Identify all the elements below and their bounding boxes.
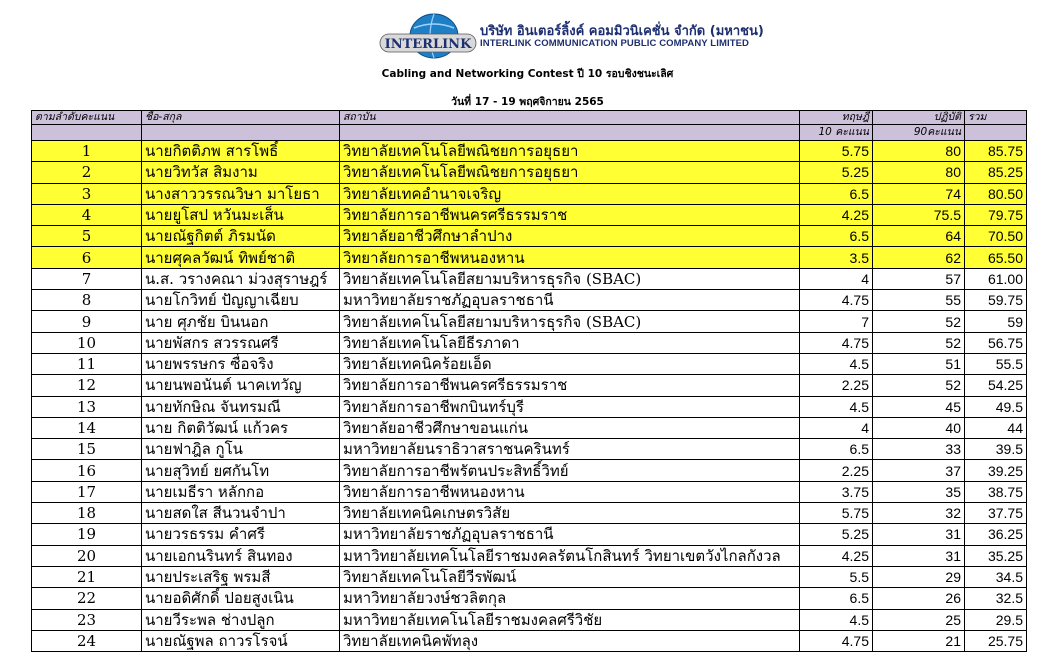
cell-institute: วิทยาลัยการอาชีพรัตนประสิทธิ์วิทย์ (340, 460, 800, 481)
cell-institute: วิทยาลัยอาชีวศึกษาลำปาง (340, 226, 800, 247)
cell-institute: มหาวิทยาลัยเทคโนโลยีราชมงคลรัตนโกสินทร์ วิทยาเขตวังไกลกังวล (340, 545, 800, 566)
cell-theory: 5.25 (800, 524, 873, 545)
table-row (32, 566, 1027, 587)
cell-rank: 17 (32, 481, 142, 502)
cell-theory: 6.5 (800, 183, 873, 204)
cell-practical: 21 (873, 630, 965, 651)
cell-practical: 32 (873, 503, 965, 524)
cell-institute: วิทยาลัยเทคโนโลยีสยามบริหารธุรกิจ (SBAC) (340, 268, 800, 289)
cell-total: 79.75 (965, 204, 1027, 225)
cell-theory: 4.25 (800, 204, 873, 225)
table-row (32, 609, 1027, 630)
subheader-empty (340, 125, 800, 141)
cell-theory: 2.25 (800, 375, 873, 396)
logo-text: INTERLINK (384, 37, 472, 52)
cell-rank: 6 (32, 247, 142, 268)
table-row (32, 439, 1027, 460)
cell-institute: วิทยาลัยเทคโนโลยีพณิชยการอยุธยา (340, 162, 800, 183)
cell-practical: 26 (873, 588, 965, 609)
company-name-english: INTERLINK COMMUNICATION PUBLIC COMPANY LIMITED (480, 38, 750, 49)
cell-institute: วิทยาลัยเทคโนโลยีธีรภาดา (340, 332, 800, 353)
cell-theory: 4.5 (800, 396, 873, 417)
table-row (32, 268, 1027, 289)
cell-rank: 1 (32, 141, 142, 162)
header-rank: ตามลำดับคะแนน (32, 111, 142, 125)
cell-name: นายยูโสป หวันมะเส็น (142, 204, 340, 225)
cell-practical: 31 (873, 545, 965, 566)
cell-name: นาย ศุภชัย บินนอก (142, 311, 340, 332)
cell-total: 37.75 (965, 503, 1027, 524)
cell-total: 25.75 (965, 630, 1027, 651)
cell-practical: 52 (873, 332, 965, 353)
cell-theory: 6.5 (800, 588, 873, 609)
cell-theory: 4.75 (800, 332, 873, 353)
cell-name: นายณัฐพล ถาวรโรจน์ (142, 630, 340, 651)
cell-rank: 23 (32, 609, 142, 630)
cell-rank: 24 (32, 630, 142, 651)
cell-rank: 16 (32, 460, 142, 481)
cell-practical: 57 (873, 268, 965, 289)
cell-name: นายฟาฎิล กูโน (142, 439, 340, 460)
table-row (32, 141, 1027, 162)
table-subheader-row (32, 125, 1027, 141)
cell-theory: 4 (800, 417, 873, 438)
cell-practical: 33 (873, 439, 965, 460)
header-name: ชื่อ-สกุล (142, 111, 340, 125)
cell-total: 32.5 (965, 588, 1027, 609)
cell-rank: 12 (32, 375, 142, 396)
cell-institute: วิทยาลัยเทคอำนาจเจริญ (340, 183, 800, 204)
cell-theory: 5.5 (800, 566, 873, 587)
cell-institute: วิทยาลัยการอาชีพหนองหาน (340, 481, 800, 502)
cell-practical: 29 (873, 566, 965, 587)
cell-institute: มหาวิทยาลัยเทคโนโลยีราชมงคลศรีวิชัย (340, 609, 800, 630)
cell-practical: 62 (873, 247, 965, 268)
cell-name: นายเอกนรินทร์ สินทอง (142, 545, 340, 566)
interlink-logo (378, 10, 478, 68)
cell-practical: 45 (873, 396, 965, 417)
cell-name: นายณัฐกิตต์ ภิรมนัด (142, 226, 340, 247)
cell-name: นายศุคลวัฒน์ ทิพย์ชาติ (142, 247, 340, 268)
table-row (32, 460, 1027, 481)
table-row (32, 396, 1027, 417)
contest-title: Cabling and Networking Contest ปี 10 รอบชิงชนะเลิศ (381, 68, 674, 80)
cell-theory: 2.25 (800, 460, 873, 481)
table-row (32, 375, 1027, 396)
subheader-practical: 90คะแนน (873, 125, 965, 141)
cell-rank: 8 (32, 290, 142, 311)
cell-institute: วิทยาลัยเทคนิคเกษตรวิสัย (340, 503, 800, 524)
cell-theory: 4 (800, 268, 873, 289)
cell-name: นางสาววรรณวิษา มาโยธา (142, 183, 340, 204)
cell-rank: 15 (32, 439, 142, 460)
cell-theory: 4.25 (800, 545, 873, 566)
cell-total: 59 (965, 311, 1027, 332)
table-row (32, 332, 1027, 353)
cell-total: 85.75 (965, 141, 1027, 162)
subheader-empty (142, 125, 340, 141)
subheader-empty (965, 125, 1027, 141)
table-body (32, 141, 1027, 652)
cell-name: น.ส. วรางคณา ม่วงสุราษฎร์ (142, 268, 340, 289)
table-header-row (32, 111, 1027, 125)
table-row (32, 545, 1027, 566)
cell-rank: 22 (32, 588, 142, 609)
cell-total: 80.50 (965, 183, 1027, 204)
cell-practical: 40 (873, 417, 965, 438)
cell-total: 55.5 (965, 353, 1027, 374)
cell-rank: 10 (32, 332, 142, 353)
cell-rank: 11 (32, 353, 142, 374)
cell-total: 59.75 (965, 290, 1027, 311)
cell-name: นายอดิศักดิ์ ปอยสูงเนิน (142, 588, 340, 609)
cell-total: 85.25 (965, 162, 1027, 183)
subheader-theory: 10 คะแนน (800, 125, 873, 141)
table-row (32, 290, 1027, 311)
cell-institute: วิทยาลัยการอาชีพนครศรีธรรมราช (340, 204, 800, 225)
cell-total: 44 (965, 417, 1027, 438)
header-total: รวม (965, 111, 1027, 125)
cell-total: 56.75 (965, 332, 1027, 353)
cell-name: นายวิทวัส สิมงาม (142, 162, 340, 183)
header-theory: ทฤษฎี (800, 111, 873, 125)
cell-name: นายพรรษกร ซื่อจริง (142, 353, 340, 374)
cell-rank: 13 (32, 396, 142, 417)
cell-theory: 7 (800, 311, 873, 332)
cell-rank: 18 (32, 503, 142, 524)
cell-rank: 19 (32, 524, 142, 545)
cell-rank: 3 (32, 183, 142, 204)
cell-total: 29.5 (965, 609, 1027, 630)
cell-total: 36.25 (965, 524, 1027, 545)
cell-total: 61.00 (965, 268, 1027, 289)
cell-practical: 52 (873, 375, 965, 396)
cell-practical: 35 (873, 481, 965, 502)
cell-total: 39.5 (965, 439, 1027, 460)
cell-name: นายกิตติภพ สารโพธิ์ (142, 141, 340, 162)
cell-rank: 5 (32, 226, 142, 247)
cell-theory: 5.25 (800, 162, 873, 183)
cell-institute: วิทยาลัยการอาชีพกบินทร์บุรี (340, 396, 800, 417)
cell-name: นาย กิตติวัฒน์ แก้วคร (142, 417, 340, 438)
cell-institute: วิทยาลัยเทคนิคพัทลุง (340, 630, 800, 651)
table-row (32, 417, 1027, 438)
header-institute: สถาบัน (340, 111, 800, 125)
cell-theory: 6.5 (800, 226, 873, 247)
cell-theory: 3.75 (800, 481, 873, 502)
cell-total: 38.75 (965, 481, 1027, 502)
cell-practical: 55 (873, 290, 965, 311)
cell-theory: 4.75 (800, 630, 873, 651)
table-row (32, 204, 1027, 225)
table-row (32, 524, 1027, 545)
cell-theory: 4.5 (800, 609, 873, 630)
cell-rank: 2 (32, 162, 142, 183)
cell-name: นายทักษิณ จันทรมณี (142, 396, 340, 417)
cell-institute: มหาวิทยาลัยราชภัฏอุบลราชธานี (340, 524, 800, 545)
contest-dates: วันที่ 17 - 19 พฤศจิกายน 2565 (451, 96, 604, 108)
cell-institute: วิทยาลัยเทคโนโลยีวีรพัฒน์ (340, 566, 800, 587)
cell-theory: 6.5 (800, 439, 873, 460)
cell-rank: 21 (32, 566, 142, 587)
cell-name: นายสดใส สีนวนจำปา (142, 503, 340, 524)
cell-institute: วิทยาลัยเทคโนโลยีสยามบริหารธุรกิจ (SBAC) (340, 311, 800, 332)
cell-institute: วิทยาลัยการอาชีพนครศรีธรรมราช (340, 375, 800, 396)
cell-theory: 5.75 (800, 141, 873, 162)
cell-rank: 4 (32, 204, 142, 225)
cell-name: นายนพอนันต์ นาคเทวัญ (142, 375, 340, 396)
table-row (32, 247, 1027, 268)
cell-total: 49.5 (965, 396, 1027, 417)
table-row (32, 311, 1027, 332)
cell-name: นายโกวิทย์ ปัญญาเฉียบ (142, 290, 340, 311)
cell-theory: 5.75 (800, 503, 873, 524)
cell-institute: วิทยาลัยเทคนิคร้อยเอ็ด (340, 353, 800, 374)
cell-total: 70.50 (965, 226, 1027, 247)
cell-practical: 31 (873, 524, 965, 545)
table-row (32, 630, 1027, 651)
cell-name: นายพัสกร สวรรณศรี (142, 332, 340, 353)
cell-practical: 25 (873, 609, 965, 630)
cell-theory: 4.75 (800, 290, 873, 311)
cell-total: 54.25 (965, 375, 1027, 396)
cell-practical: 80 (873, 141, 965, 162)
cell-rank: 7 (32, 268, 142, 289)
cell-practical: 51 (873, 353, 965, 374)
cell-rank: 20 (32, 545, 142, 566)
table-row (32, 226, 1027, 247)
table-row (32, 353, 1027, 374)
cell-total: 34.5 (965, 566, 1027, 587)
cell-practical: 75.5 (873, 204, 965, 225)
table-row (32, 183, 1027, 204)
table-row (32, 588, 1027, 609)
cell-institute: มหาวิทยาลัยวงษ์ชวลิตกุล (340, 588, 800, 609)
cell-practical: 74 (873, 183, 965, 204)
cell-institute: มหาวิทยาลัยนราธิวาสราชนครินทร์ (340, 439, 800, 460)
cell-total: 65.50 (965, 247, 1027, 268)
cell-practical: 80 (873, 162, 965, 183)
cell-institute: วิทยาลัยอาชีวศึกษาขอนแก่น (340, 417, 800, 438)
company-name-thai: บริษัท อินเตอร์ลิ้งค์ คอมมิวนิเคชั่น จำกัด (มหาชน) (480, 24, 764, 39)
cell-name: นายวรธรรม คำศรี (142, 524, 340, 545)
cell-rank: 9 (32, 311, 142, 332)
results-table (31, 110, 1027, 652)
cell-theory: 3.5 (800, 247, 873, 268)
document-header (0, 0, 1055, 108)
table-row (32, 503, 1027, 524)
cell-name: นายเมธีรา หลักกอ (142, 481, 340, 502)
cell-institute: วิทยาลัยการอาชีพหนองหาน (340, 247, 800, 268)
table-row (32, 481, 1027, 502)
cell-theory: 4.5 (800, 353, 873, 374)
table-row (32, 162, 1027, 183)
subheader-empty (32, 125, 142, 141)
cell-practical: 37 (873, 460, 965, 481)
cell-name: นายวีระพล ช่างปลูก (142, 609, 340, 630)
cell-rank: 14 (32, 417, 142, 438)
cell-institute: มหาวิทยาลัยราชภัฏอุบลราชธานี (340, 290, 800, 311)
cell-total: 35.25 (965, 545, 1027, 566)
header-practical: ปฏิบัติ (873, 111, 965, 125)
cell-total: 39.25 (965, 460, 1027, 481)
cell-name: นายสุวิทย์ ยศกันโท (142, 460, 340, 481)
cell-name: นายประเสริฐ พรมสี (142, 566, 340, 587)
cell-institute: วิทยาลัยเทคโนโลยีพณิชยการอยุธยา (340, 141, 800, 162)
cell-practical: 52 (873, 311, 965, 332)
cell-practical: 64 (873, 226, 965, 247)
